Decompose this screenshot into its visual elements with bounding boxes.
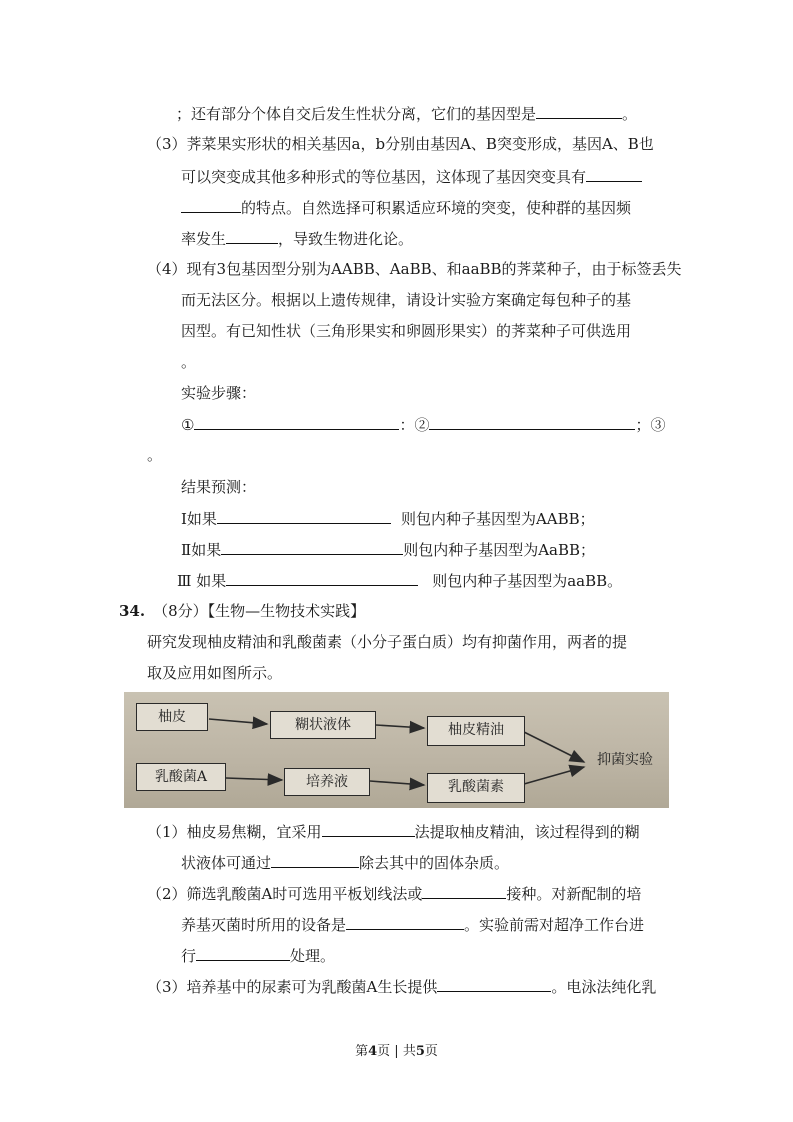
question-4-line-1: （4）现有3包基因型分别为AABB、AaBB、和aaBB的荠菜种子，由于标签丢失 (147, 260, 682, 278)
answer-blank[interactable] (226, 228, 278, 244)
result-3: Ⅲ 如果 则包内种子基因型为aaBB。 (177, 572, 623, 590)
arrow-culture-to-nisin (370, 781, 424, 785)
arrow-nisin-to-test (524, 767, 584, 784)
question-2-tail: ；还有部分个体自交后发生性状分离，它们的基因型是 。 (176, 105, 638, 123)
question-34-header: 34. （8分）【生物—生物技术实践】 (119, 602, 366, 620)
box-slurry: 糊状液体 (270, 711, 376, 739)
part-1-line-1: （1）柚皮易焦糊，宜采用 法提取柚皮精油，该过程得到的糊 (147, 823, 640, 841)
step-2-blank[interactable] (429, 414, 635, 430)
part-1-line-2: 状液体可通过 除去其中的固体杂质。 (181, 854, 510, 872)
arrow-peel-to-slurry (209, 719, 267, 724)
question-34-intro-1: 研究发现柚皮精油和乳酸菌素（小分子蛋白质）均有抑菌作用，两者的提 (147, 633, 628, 651)
question-3-line-1: （3）荠菜果实形状的相关基因a，b分别由基因A、B突变形成，基因A、B也 (147, 135, 654, 153)
result-1: Ⅰ如果 则包内种子基因型为AABB； (181, 510, 595, 528)
arrow-oil-to-test (524, 732, 584, 762)
part-3-line-1: （3）培养基中的尿素可为乳酸菌A生长提供 。电泳法纯化乳 (147, 978, 657, 996)
steps-label: 实验步骤： (181, 384, 257, 402)
answer-blank[interactable] (437, 976, 551, 992)
result-2: Ⅱ如果 则包内种子基因型为AaBB； (181, 541, 596, 559)
answer-blank[interactable] (346, 914, 464, 930)
question-3-line-4: 率发生 ，导致生物进化论。 (181, 230, 414, 248)
box-pomelo-peel: 柚皮 (136, 703, 208, 731)
question-3-line-2: 可以突变成其他多种形式的等位基因，这体现了基因突变具有 (181, 166, 642, 187)
answer-blank[interactable] (196, 945, 290, 961)
step-1-blank[interactable] (194, 414, 399, 430)
box-peel-oil: 柚皮精油 (427, 716, 525, 746)
question-34-intro-2: 取及应用如图所示。 (147, 664, 283, 682)
question-4-line-3: 因型。有已知性状（三角形果实和卵圆形果实）的荠菜种子可供选用 (181, 322, 632, 340)
answer-blank[interactable] (271, 852, 359, 868)
answer-blank[interactable] (422, 883, 506, 899)
steps-line: ① ：② ；③ (181, 416, 666, 434)
question-3-line-3: 的特点。自然选择可积累适应环境的突变，使种群的基因频 (181, 197, 631, 218)
part-2-line-3: 行 处理。 (181, 947, 336, 965)
label-antibacterial-test: 抑菌实验 (597, 752, 653, 768)
result-2-blank[interactable] (221, 539, 403, 555)
result-label: 结果预测： (181, 478, 257, 496)
page-footer: 第4页 | 共5页 (355, 1044, 438, 1059)
part-2-line-2: 养基灭菌时所用的设备是 。实验前需对超净工作台进 (181, 916, 645, 934)
box-culture-medium: 培养液 (284, 768, 370, 796)
arrow-bacteria-to-culture (226, 778, 282, 780)
answer-blank[interactable] (536, 103, 622, 119)
answer-blank[interactable] (322, 821, 415, 837)
arrow-slurry-to-oil (376, 725, 424, 728)
result-1-blank[interactable] (217, 508, 391, 524)
result-3-blank[interactable] (226, 570, 418, 586)
steps-end: 。 (147, 446, 163, 464)
box-lactic-bacteria: 乳酸菌A (136, 763, 226, 791)
question-4-line-2: 而无法区分。根据以上遗传规律，请设计实验方案确定每包种子的基 (181, 291, 632, 309)
box-lactic-bacteriocin: 乳酸菌素 (427, 773, 525, 803)
part-2-line-1: （2）筛选乳酸菌A时可选用平板划线法或 接种。对新配制的培 (147, 885, 642, 903)
answer-blank[interactable] (181, 197, 241, 213)
question-4-line-4: 。 (181, 353, 197, 371)
answer-blank[interactable] (586, 166, 642, 182)
extraction-flow-diagram (124, 692, 669, 808)
